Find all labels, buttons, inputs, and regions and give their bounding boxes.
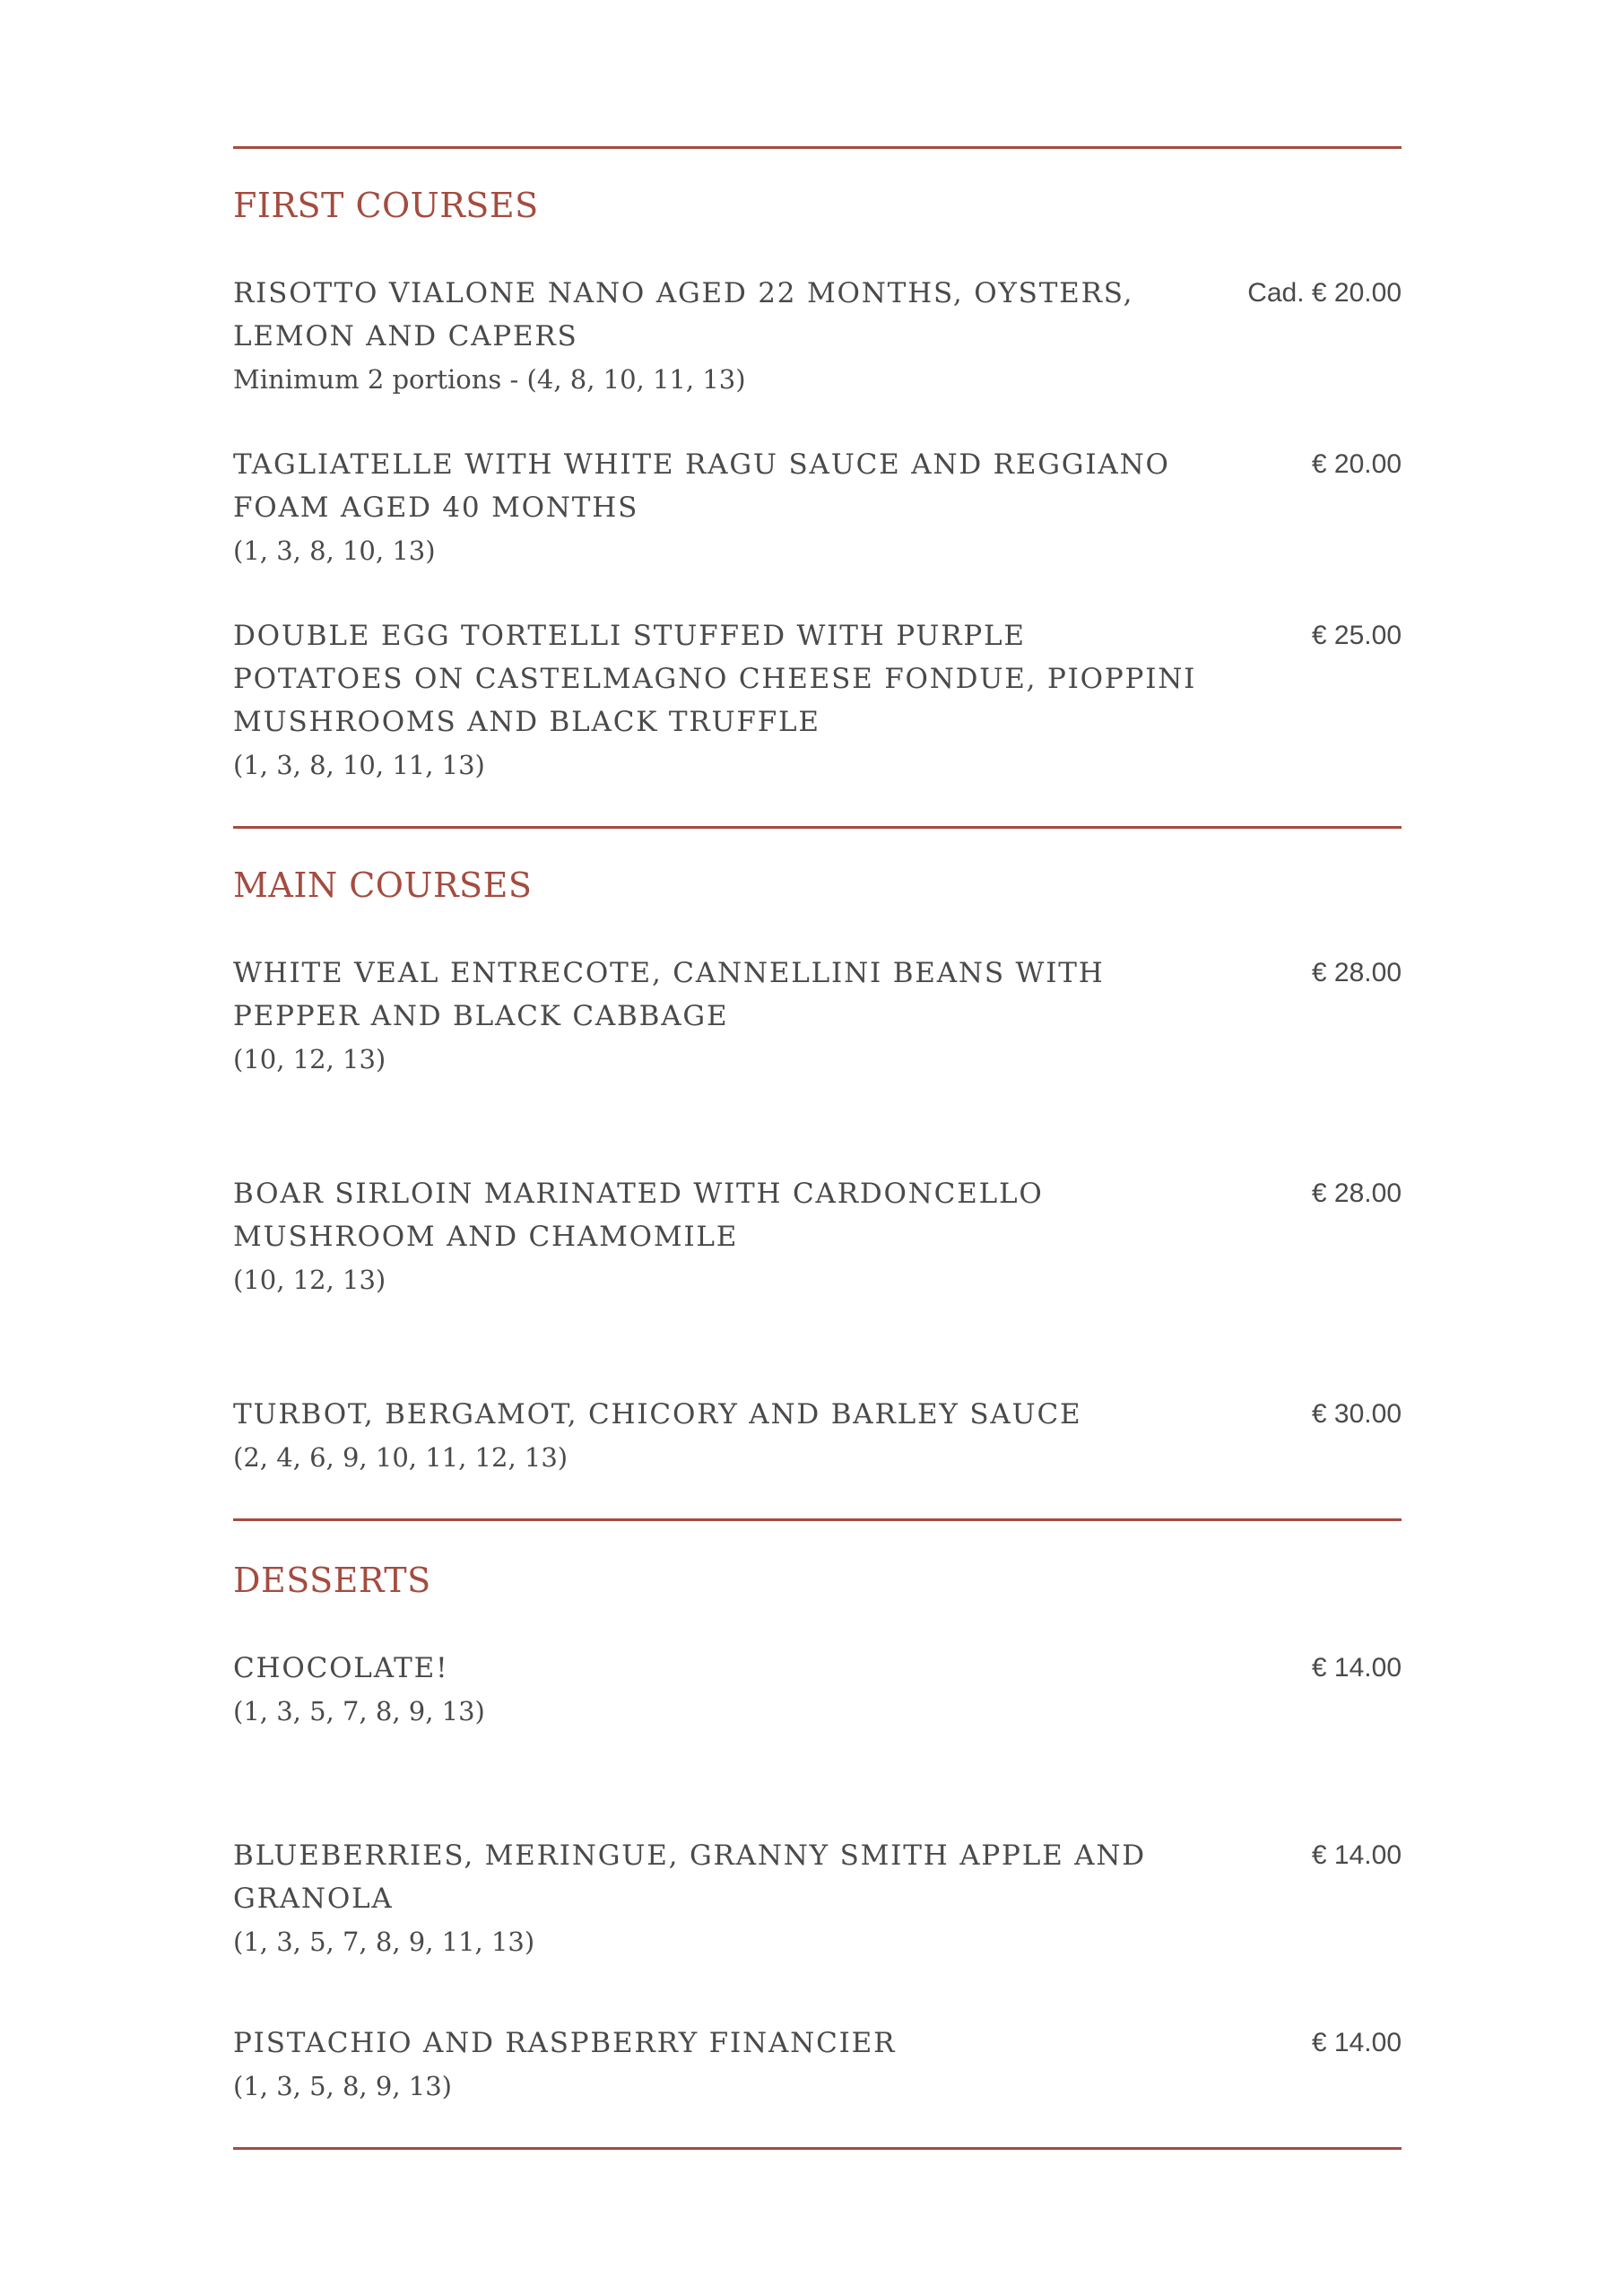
item-allergens: (10, 12, 13) [233,1044,386,1074]
item-price: € 14.00 [1311,1840,1402,1870]
item-name: BLUEBERRIES, MERINGUE, GRANNY SMITH APPLE AND GRANOLA [233,1839,1146,1915]
item-name: TAGLIATELLE WITH WHITE RAGU SAUCE AND REGGIANO FOAM AGED 40 MONTHS [233,448,1170,524]
section-divider [233,2147,1402,2150]
item-price: Cad. € 20.00 [1247,278,1402,308]
item-price: € 28.00 [1311,958,1402,987]
section-title-first-courses: FIRST COURSES [233,186,539,225]
item-price: € 20.00 [1311,449,1402,479]
item-allergens: (2, 4, 6, 9, 10, 11, 12, 13) [233,1442,568,1473]
item-allergens: (1, 3, 5, 7, 8, 9, 11, 13) [233,1926,535,1957]
item-name: TURBOT, BERGAMOT, CHICORY AND BARLEY SAUCE [233,1398,1082,1431]
item-allergens: (1, 3, 5, 7, 8, 9, 13) [233,1696,485,1726]
item-name: RISOTTO VIALONE NANO AGED 22 MONTHS, OYSTERS, LEMON AND CAPERS [233,277,1134,352]
section-divider [233,146,1402,149]
item-name: BOAR SIRLOIN MARINATED WITH CARDONCELLO MUSHROOM AND CHAMOMILE [233,1178,1044,1253]
menu-item [233,2022,1402,2108]
item-name: PISTACHIO AND RASPBERRY FINANCIER [233,2027,897,2059]
item-price: € 14.00 [1311,2028,1402,2057]
item-price: € 14.00 [1311,1653,1402,1683]
item-allergens: (1, 3, 8, 10, 11, 13) [233,750,485,780]
menu-item [233,1172,1402,1301]
item-allergens: (1, 3, 5, 8, 9, 13) [233,2071,452,2101]
item-price: € 25.00 [1311,621,1402,650]
menu-item [233,443,1402,572]
menu-item [233,1393,1402,1479]
menu-item [233,614,1402,787]
item-allergens: (10, 12, 13) [233,1265,386,1295]
section-title-main-courses: MAIN COURSES [233,865,533,905]
section-divider [233,1518,1402,1521]
menu-item [233,1834,1402,1963]
item-price: € 28.00 [1311,1178,1402,1208]
item-allergens: (1, 3, 8, 10, 13) [233,535,436,566]
item-name: WHITE VEAL ENTRECOTE, CANNELLINI BEANS WITH PEPPER AND BLACK CABBAGE [233,957,1105,1032]
menu-item [233,952,1402,1081]
section-title-desserts: DESSERTS [233,1561,431,1600]
item-price: € 30.00 [1311,1399,1402,1429]
item-name: CHOCOLATE! [233,1652,449,1684]
section-divider [233,826,1402,829]
item-allergens: Minimum 2 portions - (4, 8, 10, 11, 13) [233,364,746,395]
menu-item [233,1647,1402,1733]
item-name: DOUBLE EGG TORTELLI STUFFED WITH PURPLE POTATOES ON CASTELMAGNO CHEESE FONDUE, PIOPPINI MUSHROOMS AND BLACK TRUFFLE [233,620,1197,738]
menu-item [233,272,1402,401]
